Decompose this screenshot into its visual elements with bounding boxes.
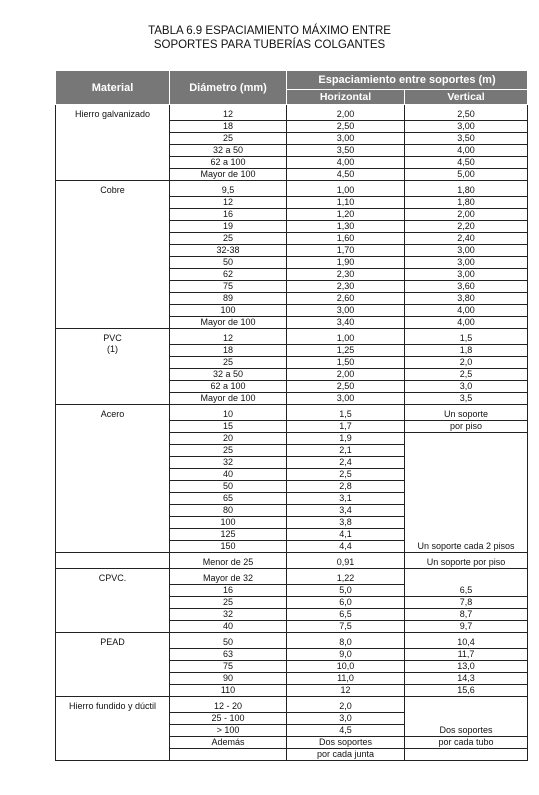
spacing-table — [55, 70, 528, 761]
diameter-cell: Mayor de 100 — [170, 317, 287, 329]
vertical-cell: 3,5 — [405, 393, 528, 405]
diameter-cell: 100 — [170, 517, 287, 529]
table-row — [56, 333, 528, 345]
horizontal-cell: 3,00 — [287, 305, 405, 317]
horizontal-cell: 3,1 — [287, 493, 405, 505]
material-cell — [56, 701, 170, 761]
diameter-cell: 16 — [170, 585, 287, 597]
diameter-cell: 19 — [170, 221, 287, 233]
vertical-cell: 13,0 — [405, 661, 528, 673]
vertical-cell: 2,00 — [405, 209, 528, 221]
horizontal-cell: 2,00 — [287, 109, 405, 121]
vertical-cell — [405, 713, 528, 725]
diameter-cell: 80 — [170, 505, 287, 517]
vertical-cell: 6,5 — [405, 585, 528, 597]
diameter-cell: 40 — [170, 469, 287, 481]
horizontal-cell: 1,00 — [287, 333, 405, 345]
horizontal-cell: 1,50 — [287, 357, 405, 369]
diameter-cell: 25 — [170, 133, 287, 145]
diameter-cell: 50 — [170, 257, 287, 269]
horizontal-cell: 4,5 — [287, 725, 405, 737]
horizontal-cell: 3,0 — [287, 713, 405, 725]
vertical-cell: 3,00 — [405, 269, 528, 281]
vertical-cell: Un soporte por piso — [405, 557, 528, 569]
table-row — [56, 185, 528, 197]
vertical-cell — [405, 493, 528, 505]
vertical-cell: Un soporte — [405, 409, 528, 421]
diameter-cell: 25 — [170, 357, 287, 369]
horizontal-cell: 4,00 — [287, 157, 405, 169]
vertical-cell: 3,0 — [405, 381, 528, 393]
vertical-cell: por cada tubo — [405, 737, 528, 749]
horizontal-cell: 3,00 — [287, 393, 405, 405]
horizontal-cell: 2,60 — [287, 293, 405, 305]
horizontal-cell: 6,5 — [287, 609, 405, 621]
horizontal-cell: 0,91 — [287, 557, 405, 569]
vertical-cell — [405, 481, 528, 493]
horizontal-cell: 7,5 — [287, 621, 405, 633]
diameter-cell: 12 — [170, 333, 287, 345]
vertical-cell: 4,00 — [405, 145, 528, 157]
material-cell — [56, 409, 170, 553]
vertical-cell: 2,50 — [405, 109, 528, 121]
material-name: CPVC. — [98, 573, 127, 583]
horizontal-cell: 2,1 — [287, 445, 405, 457]
vertical-cell — [405, 573, 528, 585]
header-material: Material — [56, 71, 170, 105]
header-diametro: Diámetro (mm) — [170, 71, 287, 105]
horizontal-cell: 2,30 — [287, 269, 405, 281]
diameter-cell: 18 — [170, 345, 287, 357]
horizontal-cell: 1,00 — [287, 185, 405, 197]
diameter-cell: Mayor de 100 — [170, 169, 287, 181]
diameter-cell: 12 — [170, 197, 287, 209]
vertical-cell: 3,00 — [405, 121, 528, 133]
header-vertical: Vertical — [405, 90, 528, 105]
horizontal-cell: 1,30 — [287, 221, 405, 233]
material-cell — [56, 573, 170, 633]
horizontal-cell: 2,50 — [287, 381, 405, 393]
vertical-cell: 1,5 — [405, 333, 528, 345]
vertical-cell — [405, 505, 528, 517]
diameter-cell: 32 a 50 — [170, 369, 287, 381]
vertical-cell: 3,80 — [405, 293, 528, 305]
horizontal-cell: 2,4 — [287, 457, 405, 469]
horizontal-cell: 3,00 — [287, 133, 405, 145]
diameter-cell: 65 — [170, 493, 287, 505]
diameter-cell: 15 — [170, 421, 287, 433]
vertical-cell — [405, 749, 528, 761]
vertical-cell: 11,7 — [405, 649, 528, 661]
diameter-cell: 32 — [170, 609, 287, 621]
horizontal-cell: 2,00 — [287, 369, 405, 381]
vertical-cell: 2,20 — [405, 221, 528, 233]
horizontal-cell: 1,7 — [287, 421, 405, 433]
vertical-cell: 5,00 — [405, 169, 528, 181]
diameter-cell: 25 - 100 — [170, 713, 287, 725]
vertical-cell: 2,0 — [405, 357, 528, 369]
horizontal-cell: 11,0 — [287, 673, 405, 685]
diameter-cell: 62 — [170, 269, 287, 281]
title-line-1: TABLA 6.9 ESPACIAMIENTO MÁXIMO ENTRE — [148, 25, 391, 37]
vertical-cell: 3,50 — [405, 133, 528, 145]
material-name: Hierro galvanizado — [74, 109, 151, 119]
material-cell — [56, 109, 170, 181]
horizontal-cell: 4,50 — [287, 169, 405, 181]
horizontal-cell: 1,10 — [287, 197, 405, 209]
diameter-cell: Mayor de 100 — [170, 393, 287, 405]
diameter-cell: 100 — [170, 305, 287, 317]
diameter-cell: 25 — [170, 233, 287, 245]
horizontal-cell: 10,0 — [287, 661, 405, 673]
diameter-cell: 150 — [170, 541, 287, 553]
table-row — [56, 557, 528, 569]
vertical-cell — [405, 433, 528, 445]
horizontal-cell: 1,90 — [287, 257, 405, 269]
vertical-cell — [405, 701, 528, 713]
diameter-cell: 90 — [170, 673, 287, 685]
diameter-cell — [170, 749, 287, 761]
horizontal-cell: 3,8 — [287, 517, 405, 529]
diameter-cell: 16 — [170, 209, 287, 221]
horizontal-cell: por cada junta — [287, 749, 405, 761]
vertical-cell: 2,5 — [405, 369, 528, 381]
table-row — [56, 409, 528, 421]
horizontal-cell: 1,9 — [287, 433, 405, 445]
horizontal-cell: 8,0 — [287, 637, 405, 649]
vertical-cell: 2,40 — [405, 233, 528, 245]
material-name: Hierro fundido y dúctil — [68, 701, 157, 711]
vertical-cell: 1,80 — [405, 197, 528, 209]
horizontal-cell: 1,60 — [287, 233, 405, 245]
vertical-cell: 3,60 — [405, 281, 528, 293]
horizontal-cell: 1,22 — [287, 573, 405, 585]
material-name: PVC — [103, 333, 122, 343]
horizontal-cell: 1,5 — [287, 409, 405, 421]
horizontal-cell: 3,50 — [287, 145, 405, 157]
vertical-cell: 10,4 — [405, 637, 528, 649]
diameter-cell: 62 a 100 — [170, 381, 287, 393]
material-name: Cobre — [100, 185, 125, 195]
diameter-cell: 50 — [170, 481, 287, 493]
material-name: Acero — [100, 409, 125, 419]
vertical-cell: por piso — [405, 421, 528, 433]
horizontal-cell: 9,0 — [287, 649, 405, 661]
vertical-cell: 4,00 — [405, 317, 528, 329]
diameter-cell: 25 — [170, 445, 287, 457]
material-name: PEAD — [100, 637, 125, 647]
table-row — [56, 701, 528, 713]
title-line-2: SOPORTES PARA TUBERÍAS COLGANTES — [153, 39, 386, 51]
vertical-cell: Un soporte cada 2 pisos — [405, 541, 528, 553]
vertical-cell: Dos soportes — [405, 725, 528, 737]
vertical-cell: 7,8 — [405, 597, 528, 609]
vertical-cell — [405, 517, 528, 529]
diameter-cell: 32-38 — [170, 245, 287, 257]
horizontal-cell: 1,20 — [287, 209, 405, 221]
horizontal-cell: 4,4 — [287, 541, 405, 553]
vertical-cell: 15,6 — [405, 685, 528, 697]
horizontal-cell: 6,0 — [287, 597, 405, 609]
vertical-cell: 1,8 — [405, 345, 528, 357]
diameter-cell: 62 a 100 — [170, 157, 287, 169]
horizontal-cell: 3,40 — [287, 317, 405, 329]
vertical-cell — [405, 457, 528, 469]
vertical-cell: 8,7 — [405, 609, 528, 621]
horizontal-cell: 2,30 — [287, 281, 405, 293]
horizontal-cell: 2,0 — [287, 701, 405, 713]
horizontal-cell: 2,5 — [287, 469, 405, 481]
diameter-cell: Menor de 25 — [170, 557, 287, 569]
diameter-cell: 25 — [170, 597, 287, 609]
vertical-cell: 14,3 — [405, 673, 528, 685]
header-horizontal: Horizontal — [287, 90, 405, 105]
vertical-cell — [405, 529, 528, 541]
header-espaciamiento: Espaciamiento entre soportes (m) — [287, 71, 528, 90]
horizontal-cell: 4,1 — [287, 529, 405, 541]
vertical-cell: 4,00 — [405, 305, 528, 317]
table-row — [56, 637, 528, 649]
diameter-cell: 89 — [170, 293, 287, 305]
diameter-cell: 50 — [170, 637, 287, 649]
diameter-cell: 125 — [170, 529, 287, 541]
vertical-cell — [405, 469, 528, 481]
table-title — [0, 24, 539, 52]
vertical-cell: 4,50 — [405, 157, 528, 169]
diameter-cell: 75 — [170, 281, 287, 293]
material-note: (1) — [107, 344, 118, 354]
material-cell — [56, 637, 170, 697]
horizontal-cell: 1,70 — [287, 245, 405, 257]
diameter-cell: 63 — [170, 649, 287, 661]
diameter-cell: 75 — [170, 661, 287, 673]
horizontal-cell: 1,25 — [287, 345, 405, 357]
table-row — [56, 109, 528, 121]
diameter-cell: 10 — [170, 409, 287, 421]
vertical-cell: 1,80 — [405, 185, 528, 197]
vertical-cell: 9,7 — [405, 621, 528, 633]
table-body — [56, 105, 528, 761]
horizontal-cell: 2,50 — [287, 121, 405, 133]
diameter-cell: Mayor de 32 — [170, 573, 287, 585]
diameter-cell: 18 — [170, 121, 287, 133]
horizontal-cell: 12 — [287, 685, 405, 697]
horizontal-cell: 2,8 — [287, 481, 405, 493]
material-cell — [56, 557, 170, 569]
diameter-cell: 12 — [170, 109, 287, 121]
vertical-cell — [405, 445, 528, 457]
horizontal-cell: Dos soportes — [287, 737, 405, 749]
diameter-cell: 32 a 50 — [170, 145, 287, 157]
horizontal-cell: 5,0 — [287, 585, 405, 597]
table-header — [56, 71, 528, 105]
diameter-cell: 110 — [170, 685, 287, 697]
diameter-cell: Además — [170, 737, 287, 749]
diameter-cell: 40 — [170, 621, 287, 633]
material-cell — [56, 185, 170, 329]
vertical-cell: 3,00 — [405, 257, 528, 269]
diameter-cell: 12 - 20 — [170, 701, 287, 713]
vertical-cell: 3,00 — [405, 245, 528, 257]
diameter-cell: 32 — [170, 457, 287, 469]
material-cell — [56, 333, 170, 405]
diameter-cell: 20 — [170, 433, 287, 445]
horizontal-cell: 3,4 — [287, 505, 405, 517]
diameter-cell: > 100 — [170, 725, 287, 737]
table-row — [56, 573, 528, 585]
diameter-cell: 9,5 — [170, 185, 287, 197]
